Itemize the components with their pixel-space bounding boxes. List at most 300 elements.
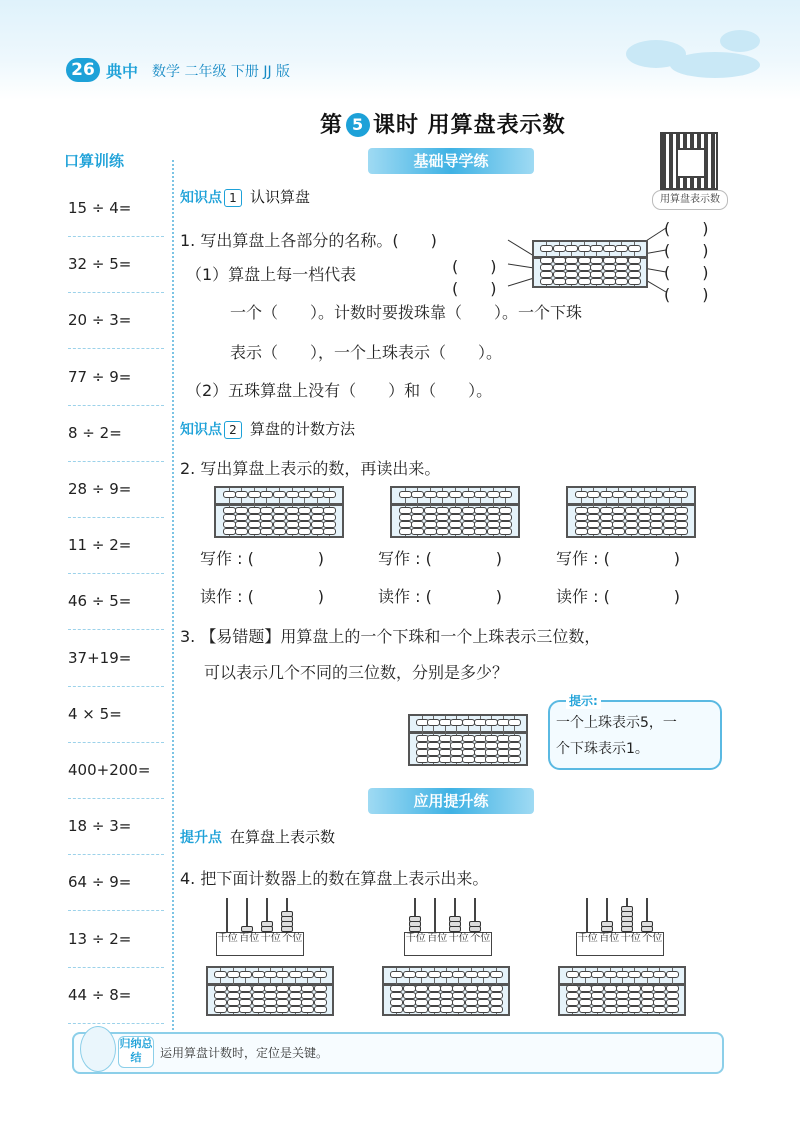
abacus-bead	[390, 985, 403, 992]
abacus-bead	[612, 514, 625, 521]
kp-label: 知识点	[180, 422, 222, 438]
abacus-bead	[616, 999, 629, 1006]
abacus-bead	[428, 992, 441, 999]
abacus-bead	[428, 1006, 441, 1013]
abacus-bead	[403, 999, 416, 1006]
abacus-bead	[474, 491, 487, 498]
question-1-line1: 1. 写出算盘上各部分的名称。( )	[180, 231, 437, 250]
abacus-bead	[508, 742, 521, 749]
abacus-bead	[565, 278, 578, 285]
cloud-decoration	[720, 30, 760, 52]
abacus-bead	[650, 507, 663, 514]
abacus-bead	[403, 985, 416, 992]
abacus-bead	[465, 971, 478, 978]
abacus-bead	[579, 971, 592, 978]
abacus-bead	[540, 257, 553, 264]
answer-bracket[interactable]: ( )	[452, 257, 497, 276]
abacus-bead	[276, 1006, 289, 1013]
oral-calc-item[interactable]: 77 ÷ 9=	[68, 349, 164, 406]
summary-text: 运用算盘计数时，定位是关键。	[160, 1046, 329, 1060]
question-1-sub1b: 一个（ ）。计数时要拨珠靠（ ）。一个下珠	[230, 303, 583, 322]
abacus-bead	[603, 264, 616, 271]
column-divider	[172, 160, 174, 1030]
abacus-q2-3	[566, 486, 696, 538]
abacus-bead	[675, 491, 688, 498]
abacus-bead	[628, 271, 641, 278]
place-label: 百位	[239, 933, 260, 944]
abacus-bead	[462, 521, 475, 528]
abacus-bead	[477, 985, 490, 992]
abacus-bead	[628, 1006, 641, 1013]
abacus-bead	[399, 521, 412, 528]
abacus-bead	[399, 507, 412, 514]
abacus-bead	[628, 971, 641, 978]
abacus-bead	[565, 264, 578, 271]
question-1-sub1c: 表示（ ），一个上珠表示（ ）。	[230, 343, 503, 362]
abacus-bead	[403, 1006, 416, 1013]
abacus-bead	[465, 992, 478, 999]
abacus-bead	[411, 491, 424, 498]
abacus-bead	[612, 507, 625, 514]
abacus-bead	[239, 992, 252, 999]
abacus-bead	[653, 971, 666, 978]
abacus-bead	[314, 971, 327, 978]
abacus-bead	[390, 1006, 403, 1013]
abacus-bead	[227, 999, 240, 1006]
qr-code[interactable]	[660, 132, 718, 190]
abacus-bead	[248, 491, 261, 498]
abacus-bead	[273, 507, 286, 514]
abacus-bead	[440, 992, 453, 999]
write-answer-3[interactable]: 写作 : ( )	[556, 549, 681, 568]
abacus-bead	[289, 999, 302, 1006]
abacus-bead	[590, 271, 603, 278]
abacus-bead	[424, 521, 437, 528]
abacus-bead	[579, 1006, 592, 1013]
abacus-bead	[449, 521, 462, 528]
abacus-bead	[508, 719, 521, 726]
abacus-bead	[612, 491, 625, 498]
abacus-bead	[474, 507, 487, 514]
abacus-bead	[540, 278, 553, 285]
oral-calc-item[interactable]: 46 ÷ 5=	[68, 573, 164, 630]
abacus-bead	[289, 985, 302, 992]
abacus-bead	[248, 521, 261, 528]
oral-calc-item[interactable]: 18 ÷ 3=	[68, 798, 164, 855]
abacus-bead	[227, 1006, 240, 1013]
abacus-bead	[289, 971, 302, 978]
abacus-bead	[436, 528, 449, 535]
abacus-bead	[223, 507, 236, 514]
abacus-q3	[408, 714, 528, 766]
counter-2	[404, 898, 494, 954]
oral-calc-item[interactable]: 8 ÷ 2=	[68, 405, 164, 462]
abacus-bead	[490, 985, 503, 992]
abacus-bead	[487, 491, 500, 498]
answer-bracket[interactable]: ( )	[452, 279, 497, 298]
place-label: 千位	[217, 933, 238, 944]
kp-label: 知识点	[180, 190, 222, 206]
knowledge-point-2	[180, 418, 355, 439]
abacus-bead	[628, 278, 641, 285]
abacus-bead	[603, 245, 616, 252]
abacus-bead	[311, 507, 324, 514]
subject-line: 数学 二年级 下册 JJ 版	[152, 64, 291, 80]
abacus-bead	[553, 271, 566, 278]
knowledge-point-1	[180, 186, 310, 207]
abacus-bead	[301, 999, 314, 1006]
counter-bead	[601, 921, 613, 927]
abacus-bead	[286, 528, 299, 535]
abacus-bead	[252, 999, 265, 1006]
abacus-bead	[424, 528, 437, 535]
abacus-bead	[487, 521, 500, 528]
abacus-bead	[276, 992, 289, 999]
abacus-bead	[301, 992, 314, 999]
counter-rod	[586, 898, 588, 932]
oral-calc-item[interactable]: 37+19=	[68, 630, 164, 687]
abacus-bead	[411, 514, 424, 521]
abacus-bead	[641, 992, 654, 999]
abacus-bead	[311, 514, 324, 521]
place-label: 百位	[427, 933, 448, 944]
publisher-logo: 典中	[106, 62, 139, 81]
abacus-bead	[276, 985, 289, 992]
abacus-bead	[553, 278, 566, 285]
abacus-bead	[462, 491, 475, 498]
read-answer-3[interactable]: 读作 : ( )	[556, 587, 681, 606]
abacus-bead	[223, 491, 236, 498]
abacus-bead	[587, 507, 600, 514]
abacus-bead	[650, 528, 663, 535]
abacus-bead	[499, 514, 512, 521]
abacus-bead	[273, 528, 286, 535]
abacus-bead	[323, 514, 336, 521]
abacus-bead	[508, 735, 521, 742]
abacus-bead	[604, 1006, 617, 1013]
kp-number: 2	[224, 421, 242, 439]
place-label: 百位	[599, 933, 620, 944]
abacus-bead	[675, 507, 688, 514]
abacus-bead	[223, 514, 236, 521]
abacus-bead	[214, 1006, 227, 1013]
abacus-bead	[566, 999, 579, 1006]
abacus-bead	[452, 992, 465, 999]
abacus-bead	[449, 507, 462, 514]
lesson-title	[320, 108, 566, 139]
abacus-bead	[428, 999, 441, 1006]
qr-label: 用算盘表示数	[652, 190, 728, 210]
abacus-bead	[587, 514, 600, 521]
counter-bead	[641, 921, 653, 927]
oral-calc-item[interactable]: 44 ÷ 8=	[68, 967, 164, 1024]
abacus-bead	[235, 514, 248, 521]
read-answer-2[interactable]: 读作 : ( )	[378, 587, 503, 606]
counter-rod	[434, 898, 436, 932]
abacus-bead	[276, 971, 289, 978]
oral-calc-item[interactable]: 20 ÷ 3=	[68, 292, 164, 349]
abacus-blank-3[interactable]	[558, 966, 686, 1016]
abacus-bead	[411, 521, 424, 528]
abacus-bead	[264, 999, 277, 1006]
abacus-bead	[590, 278, 603, 285]
abacus-bead	[298, 514, 311, 521]
abacus-bead	[591, 992, 604, 999]
abacus-bead	[616, 971, 629, 978]
abacus-bead	[578, 257, 591, 264]
abacus-bead	[612, 528, 625, 535]
abacus-bead	[615, 245, 628, 252]
write-answer-1[interactable]: 写作 : ( )	[200, 549, 325, 568]
abacus-bead	[298, 491, 311, 498]
abacus-bead	[264, 992, 277, 999]
abacus-bead	[603, 271, 616, 278]
abacus-bead	[390, 999, 403, 1006]
abacus-bead	[591, 985, 604, 992]
abacus-bead	[415, 971, 428, 978]
abacus-bead	[579, 992, 592, 999]
place-label: 个位	[282, 933, 303, 944]
abacus-bead	[666, 1006, 679, 1013]
question-3-line2: 可以表示几个不同的三位数，分别是多少？	[204, 663, 509, 682]
abacus-bead	[641, 985, 654, 992]
abacus-bead	[477, 1006, 490, 1013]
abacus-bead	[440, 985, 453, 992]
lesson-number: 5	[346, 113, 370, 137]
abacus-bead	[641, 999, 654, 1006]
abacus-bead	[625, 491, 638, 498]
abacus-bead	[403, 992, 416, 999]
abacus-bead	[286, 507, 299, 514]
summary-tag: 归纳总结	[118, 1036, 154, 1068]
abacus-bead	[553, 264, 566, 271]
abacus-bead	[260, 528, 273, 535]
abacus-bead	[452, 971, 465, 978]
abacus-bead	[260, 491, 273, 498]
abacus-bead	[474, 521, 487, 528]
abacus-bead	[449, 514, 462, 521]
abacus-bead	[566, 992, 579, 999]
abacus-bead	[452, 999, 465, 1006]
abacus-bead	[314, 992, 327, 999]
abacus-bead	[462, 528, 475, 535]
abacus-bead	[462, 507, 475, 514]
abacus-bead	[600, 528, 613, 535]
abacus-bead	[615, 271, 628, 278]
abacus-bead	[641, 1006, 654, 1013]
oral-calc-item[interactable]: 4 × 5=	[68, 686, 164, 743]
abacus-bead	[600, 507, 613, 514]
kp-label: 提升点	[180, 830, 222, 846]
abacus-bead	[638, 491, 651, 498]
abacus-bead	[399, 514, 412, 521]
hint-title: 提示:	[566, 692, 601, 709]
abacus-bead	[239, 999, 252, 1006]
counter-base	[216, 932, 304, 956]
abacus-bead	[603, 278, 616, 285]
abacus-bead	[638, 514, 651, 521]
oral-calc-item[interactable]: 28 ÷ 9=	[68, 461, 164, 518]
abacus-bead	[653, 985, 666, 992]
place-label: 十位	[448, 933, 469, 944]
abacus-bead	[223, 521, 236, 528]
abacus-bead	[239, 971, 252, 978]
answer-bracket[interactable]: ( )	[664, 263, 709, 282]
answer-bracket[interactable]: ( )	[664, 241, 709, 260]
abacus-bead	[616, 992, 629, 999]
abacus-blank-1[interactable]	[206, 966, 334, 1016]
abacus-bead	[666, 985, 679, 992]
abacus-bead	[286, 514, 299, 521]
question-1-sub2: （2）五珠算盘上没有（ ）和（ ）。	[186, 381, 493, 400]
lesson-prefix: 第	[320, 113, 344, 138]
abacus-bead	[590, 245, 603, 252]
abacus-bead	[663, 521, 676, 528]
abacus-bead	[628, 999, 641, 1006]
abacus-bead	[477, 992, 490, 999]
abacus-bead	[248, 514, 261, 521]
oral-calc-item[interactable]: 15 ÷ 4=	[68, 180, 164, 237]
kp-number: 1	[224, 189, 242, 207]
abacus-bead	[276, 999, 289, 1006]
abacus-bead	[587, 491, 600, 498]
oral-calc-title: 口算训练	[64, 152, 125, 170]
abacus-bead	[323, 521, 336, 528]
abacus-bead	[499, 521, 512, 528]
abacus-bead	[227, 992, 240, 999]
write-answer-2[interactable]: 写作 : ( )	[378, 549, 503, 568]
abacus-bead	[298, 507, 311, 514]
counter-bead	[261, 921, 273, 927]
oral-calc-item[interactable]: 64 ÷ 9=	[68, 854, 164, 911]
abacus-bead	[553, 245, 566, 252]
abacus-bead	[264, 1006, 277, 1013]
abacus-bead	[465, 985, 478, 992]
read-answer-1[interactable]: 读作 : ( )	[200, 587, 325, 606]
counter-base	[576, 932, 664, 956]
abacus-bead	[578, 278, 591, 285]
abacus-bead	[604, 971, 617, 978]
hint-text-2: 个下珠表示1。	[556, 741, 649, 757]
counter-bead	[409, 916, 421, 922]
place-label: 千位	[577, 933, 598, 944]
abacus-bead	[612, 521, 625, 528]
oral-calc-item[interactable]: 400+200=	[68, 742, 164, 799]
abacus-bead	[235, 528, 248, 535]
cloud-decoration	[670, 52, 760, 78]
abacus-bead	[499, 528, 512, 535]
abacus-bead	[301, 971, 314, 978]
abacus-bead	[575, 521, 588, 528]
abacus-bead	[490, 999, 503, 1006]
abacus-bead	[628, 257, 641, 264]
abacus-bead	[591, 971, 604, 978]
abacus-bead	[650, 491, 663, 498]
abacus-bead	[264, 971, 277, 978]
abacus-bead	[273, 521, 286, 528]
abacus-bead	[578, 245, 591, 252]
abacus-bead	[286, 491, 299, 498]
abacus-bead	[311, 528, 324, 535]
abacus-bead	[625, 507, 638, 514]
abacus-bead	[235, 491, 248, 498]
abacus-bead	[452, 1006, 465, 1013]
hint-box	[548, 700, 722, 770]
abacus-bead	[415, 985, 428, 992]
counter-bead	[449, 916, 461, 922]
abacus-bead	[591, 999, 604, 1006]
counter-bead	[281, 911, 293, 917]
abacus-bead	[301, 985, 314, 992]
abacus-bead	[603, 257, 616, 264]
abacus-bead	[252, 985, 265, 992]
abacus-bead	[465, 999, 478, 1006]
abacus-bead	[653, 999, 666, 1006]
abacus-bead	[508, 756, 521, 763]
abacus-bead	[411, 507, 424, 514]
abacus-bead	[575, 528, 588, 535]
abacus-bead	[428, 971, 441, 978]
abacus-bead	[390, 992, 403, 999]
abacus-blank-2[interactable]	[382, 966, 510, 1016]
page-number: 26	[66, 58, 100, 82]
abacus-bead	[314, 985, 327, 992]
abacus-bead	[248, 528, 261, 535]
counter-3	[576, 898, 666, 954]
abacus-bead	[449, 491, 462, 498]
oral-calc-item[interactable]: 13 ÷ 2=	[68, 911, 164, 968]
kp-text: 在算盘上表示数	[230, 828, 336, 846]
abacus-bead	[616, 985, 629, 992]
abacus-bead	[214, 971, 227, 978]
abacus-q2-1	[214, 486, 344, 538]
abacus-bead	[301, 1006, 314, 1013]
abacus-bead	[214, 985, 227, 992]
counter-base	[404, 932, 492, 956]
abacus-bead	[474, 514, 487, 521]
abacus-q2-2	[390, 486, 520, 538]
abacus-bead	[477, 971, 490, 978]
section-banner-basic: 基础导学练	[368, 148, 534, 174]
abacus-bead	[575, 491, 588, 498]
abacus-bead	[264, 985, 277, 992]
abacus-bead	[449, 528, 462, 535]
abacus-bead	[440, 999, 453, 1006]
answer-bracket[interactable]: ( )	[664, 285, 709, 304]
oral-calc-item[interactable]: 11 ÷ 2=	[68, 517, 164, 574]
abacus-bead	[436, 514, 449, 521]
improvement-point	[180, 826, 335, 847]
section-banner-application: 应用提升练	[368, 788, 534, 814]
abacus-bead	[675, 528, 688, 535]
oral-calc-item[interactable]: 32 ÷ 5=	[68, 236, 164, 293]
abacus-bead	[615, 264, 628, 271]
abacus-bead	[575, 514, 588, 521]
kp-text: 认识算盘	[250, 188, 311, 206]
abacus-bead	[587, 521, 600, 528]
abacus-bead	[411, 528, 424, 535]
mascot-icon	[80, 1026, 116, 1072]
abacus-bead	[650, 514, 663, 521]
abacus-bead	[628, 985, 641, 992]
answer-bracket[interactable]: ( )	[664, 219, 709, 238]
abacus-diagram	[532, 240, 648, 288]
abacus-bead	[540, 271, 553, 278]
abacus-bead	[436, 507, 449, 514]
abacus-bead	[314, 1006, 327, 1013]
abacus-bead	[566, 985, 579, 992]
abacus-bead	[604, 992, 617, 999]
